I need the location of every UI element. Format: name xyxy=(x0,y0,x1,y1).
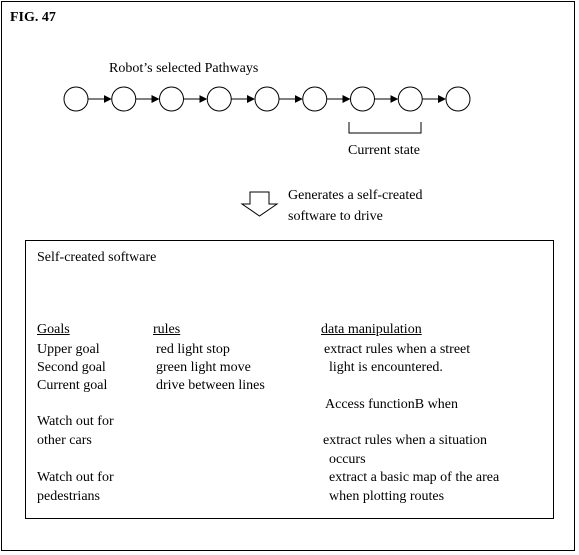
generates-line-2: software to drive xyxy=(288,209,383,224)
pathway-node xyxy=(446,87,470,111)
goal-item: pedestrians xyxy=(37,489,100,504)
pathway-node xyxy=(398,87,422,111)
goal-item: Current goal xyxy=(37,378,108,393)
data-item: light is encountered. xyxy=(329,360,443,375)
goal-item: Watch out for xyxy=(37,470,114,485)
rule-item: red light stop xyxy=(156,342,230,357)
pathway-node xyxy=(303,87,327,111)
pathway-node xyxy=(64,87,88,111)
pathway-node xyxy=(207,87,231,111)
goal-item: Upper goal xyxy=(37,342,100,357)
goals-header: Goals xyxy=(37,322,70,337)
data-item: occurs xyxy=(329,452,366,467)
rule-item: green light move xyxy=(156,360,251,375)
data-item: when plotting routes xyxy=(329,489,445,504)
data-item: extract a basic map of the area xyxy=(329,470,500,485)
data-item: extract rules when a situation xyxy=(323,433,488,448)
data-header: data manipulation xyxy=(321,322,422,337)
pathway-node xyxy=(112,87,136,111)
goal-item: Watch out for xyxy=(37,414,114,429)
data-item: Access functionB when xyxy=(325,397,458,412)
goal-item: other cars xyxy=(37,433,92,448)
pathway-node xyxy=(351,87,375,111)
goal-item: Second goal xyxy=(37,360,106,375)
box-title: Self-created software xyxy=(37,250,157,265)
data-item: extract rules when a street xyxy=(324,342,471,357)
pathway-title: Robot’s selected Pathways xyxy=(109,61,259,76)
pathway-node xyxy=(160,87,184,111)
figure-label: FIG. 47 xyxy=(10,10,56,25)
rule-item: drive between lines xyxy=(156,378,265,393)
current-state-bracket xyxy=(349,122,421,133)
pathway-node xyxy=(255,87,279,111)
generates-line-1: Generates a self-created xyxy=(288,188,423,203)
current-state-label: Current state xyxy=(348,143,420,158)
generates-arrow-icon xyxy=(242,192,277,216)
rules-header: rules xyxy=(153,322,181,337)
